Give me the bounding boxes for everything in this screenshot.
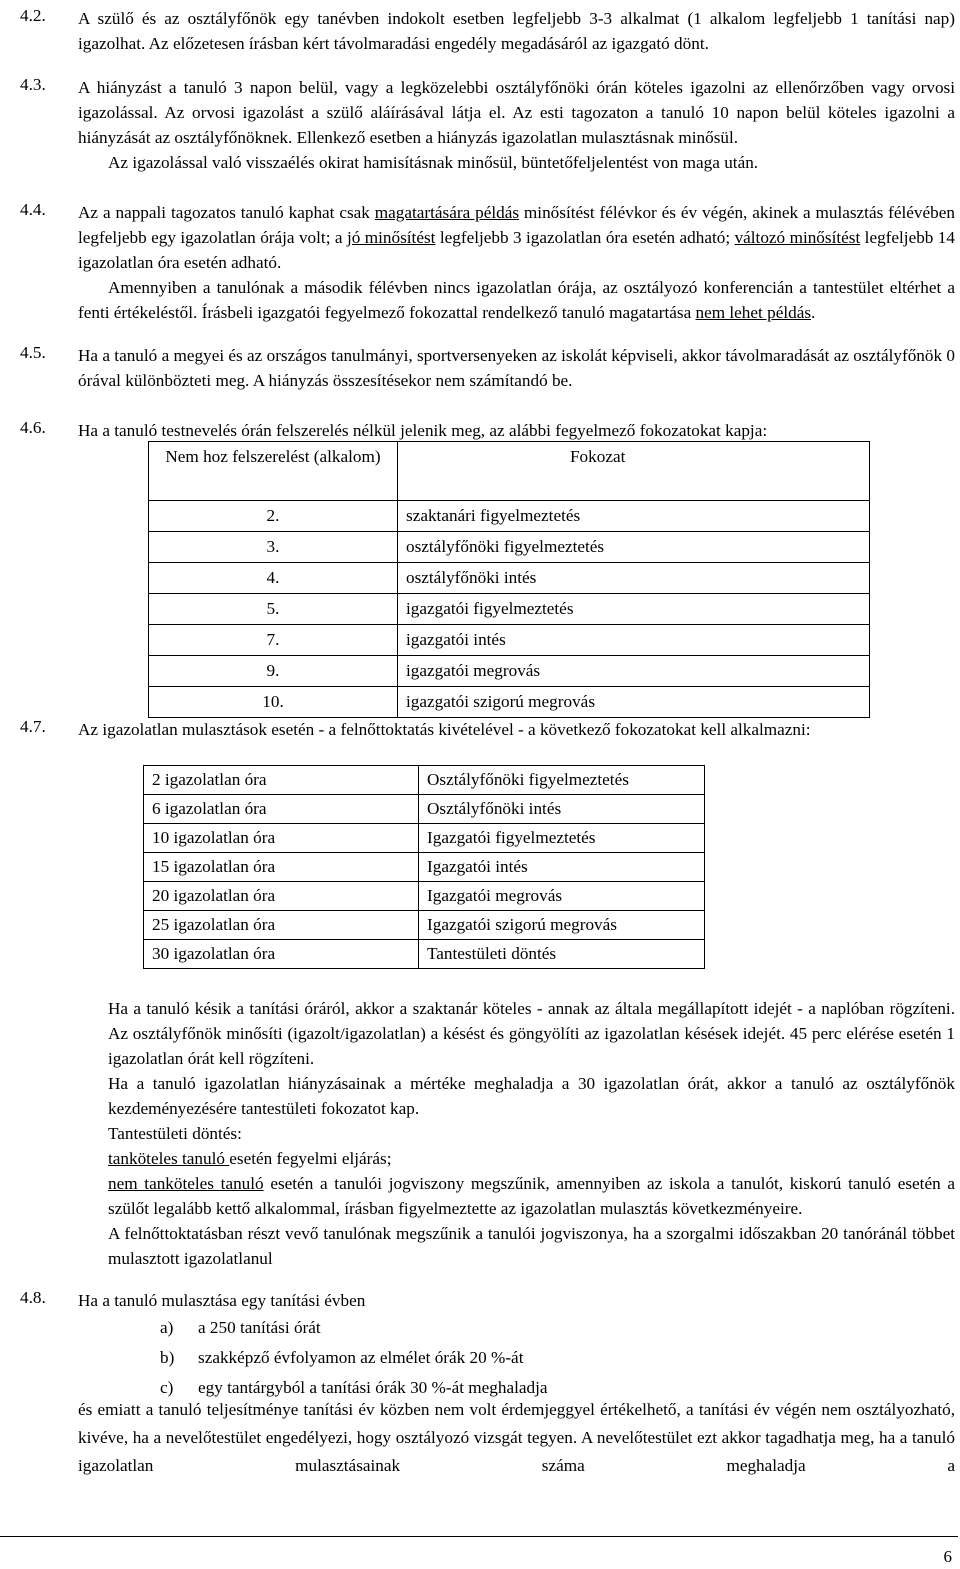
section-number: 4.4. <box>20 200 46 219</box>
table-row <box>144 882 705 911</box>
table-cell: Igazgatói figyelmeztetés <box>419 824 705 853</box>
over-30-text: Ha a tanuló igazolatlan hiányzásainak a mértéke meghaladja a 30 igazolatlan órát, akkor a tanuló az osztályfőnök kezdeményezésére tantestületi fokozatot kap. <box>108 1074 955 1118</box>
underlined-phrase: tanköteles tanuló <box>108 1149 230 1168</box>
table-header-cell: Nem hoz felszerelést (alkalom) <box>149 442 398 501</box>
unexcused-absence-table <box>143 765 705 969</box>
section-4-6 <box>20 418 955 443</box>
table-cell: 10 igazolatlan óra <box>144 824 419 853</box>
list-item: c) egy tantárgyból a tanítási órák 30 %-át meghaladja <box>160 1378 548 1397</box>
section-4-8 <box>20 1288 955 1313</box>
table-cell: igazgatói megrovás <box>398 656 870 687</box>
table-cell: 20 igazolatlan óra <box>144 882 419 911</box>
table-cell: 10. <box>149 687 398 718</box>
section-4-2 <box>20 6 955 56</box>
adult-education-text: A felnőttoktatásban részt vevő tanulónak megszűnik a tanulói jogviszonya, ha a szorgalmi időszakban 20 tanóránál többet mulasztott igazolatlanul <box>108 1224 955 1268</box>
footer-divider <box>0 1536 958 1537</box>
table-cell: 3. <box>149 532 398 563</box>
table-cell: 7. <box>149 625 398 656</box>
table-row <box>144 940 705 969</box>
section-number: 4.7. <box>20 717 46 736</box>
underlined-phrase: jó minősítést <box>346 228 436 247</box>
decision-item: tanköteles tanuló esetén fegyelmi eljárás; <box>108 1149 392 1168</box>
section-4-3 <box>20 75 955 175</box>
table-cell: 15 igazolatlan óra <box>144 853 419 882</box>
late-arrival-text: Ha a tanuló késik a tanítási óráról, akkor a szaktanár köteles - annak az általa megállapított idejét - a naplóban rögzíteni. Az osztályfőnök minősíti (igazolt/igazolatlan) a késést és göngyölíti az igazolatlan késések idejét. 45 perc elérése esetén 1 igazolatlan órát kell rögzíteni. <box>108 999 955 1068</box>
table-cell: 5. <box>149 594 398 625</box>
section-number: 4.3. <box>20 75 46 94</box>
section-number: 4.5. <box>20 343 46 362</box>
section-text: A hiányzást a tanuló 3 napon belül, vagy a legközelebbi osztályfőnöki órán köteles igazolni az ellenőrzőben vagy orvosi igazolással. Az orvosi igazolást a szülő aláírásával látja el. Az esti tagozaton a tanuló 10 napon belül köteles igazolni a hiányzását az osztályfőnöknek. Ellenkező esetben a hiányzás igazolatlan mulasztásnak minősül. <box>78 78 955 147</box>
table-cell: Osztályfőnöki figyelmeztetés <box>419 766 705 795</box>
table-row <box>144 766 705 795</box>
list-item: b) szakképző évfolyamon az elmélet órák 20 %-át <box>160 1348 524 1367</box>
table-row <box>144 853 705 882</box>
section-text: Ha a tanuló testnevelés órán felszerelés nélkül jelenik meg, az alábbi fegyelmező fokozatokat kapja: <box>78 421 768 440</box>
section-4-5 <box>20 343 955 393</box>
table-cell: osztályfőnöki intés <box>398 563 870 594</box>
section-text: Amennyiben a tanulónak a második félévben nincs igazolatlan órája, az osztályozó konferencián a tantestület eltérhet a fenti értékeléstől. Írásbeli igazgatói fegyelmező fokozattal rendelkező tanuló magatartása nem lehet példás. <box>78 278 955 322</box>
table-cell: 25 igazolatlan óra <box>144 911 419 940</box>
table-cell: Tantestületi döntés <box>419 940 705 969</box>
section-4-8-tail <box>78 1396 955 1480</box>
section-text: Az igazolással való visszaélés okirat hamisításnak minősül, büntetőfeljelentést von maga után. <box>108 153 759 172</box>
table-header-row <box>149 442 870 501</box>
table-cell: 2 igazolatlan óra <box>144 766 419 795</box>
table-row <box>149 501 870 532</box>
table-row <box>144 824 705 853</box>
table-row <box>149 625 870 656</box>
section-text: Ha a tanuló mulasztása egy tanítási évben <box>78 1291 366 1310</box>
table-cell: szaktanári figyelmeztetés <box>398 501 870 532</box>
table-row <box>144 911 705 940</box>
underlined-phrase: nem tanköteles tanuló <box>108 1174 264 1193</box>
table-cell: Igazgatói intés <box>419 853 705 882</box>
section-number: 4.8. <box>20 1288 46 1307</box>
section-4-4 <box>20 200 955 325</box>
table-cell: 4. <box>149 563 398 594</box>
section-4-7-notes <box>108 996 955 1271</box>
section-text: Ha a tanuló a megyei és az országos tanulmányi, sportversenyeken az iskolát képviseli, akkor távolmaradását az osztályfőnök 0 órával különbözteti meg. A hiányzás összesítésekor nem számítandó be. <box>78 346 955 390</box>
table-row <box>149 687 870 718</box>
section-number: 4.2. <box>20 6 46 25</box>
underlined-phrase: magatartására példás <box>374 203 520 222</box>
page-number: 6 <box>943 1547 952 1566</box>
table-row <box>149 532 870 563</box>
table-cell: 6 igazolatlan óra <box>144 795 419 824</box>
table-cell: Igazgatói megrovás <box>419 882 705 911</box>
table-header-cell: Fokozat <box>398 442 870 501</box>
table-cell: 2. <box>149 501 398 532</box>
table-cell: igazgatói intés <box>398 625 870 656</box>
table-cell: 30 igazolatlan óra <box>144 940 419 969</box>
section-text: A szülő és az osztályfőnök egy tanévben indokolt esetben legfeljebb 3-3 alkalmat (1 alkalom legfeljebb 1 tanítási nap) igazolhat. Az előzetesen írásban kért távolmaradási engedély megadásáról az igazgató dönt. <box>78 9 955 53</box>
table-cell: igazgatói szigorú megrovás <box>398 687 870 718</box>
table-cell: Osztályfőnöki intés <box>419 795 705 824</box>
equipment-penalty-table <box>148 441 870 718</box>
table-cell: igazgatói figyelmeztetés <box>398 594 870 625</box>
section-text: Az a nappali tagozatos tanuló kaphat csak magatartására példás minősítést félévkor és év végén, akinek a mulasztás félévében legfeljebb egy igazolatlan órája volt; a jó minősítést legfeljebb 3 igazolatlan óra esetén adható; változó minősítést legfeljebb 14 igazolatlan óra esetén adható. <box>78 203 955 272</box>
table-row <box>149 656 870 687</box>
table-cell: osztályfőnöki figyelmeztetés <box>398 532 870 563</box>
decision-item: nem tanköteles tanuló esetén a tanulói jogviszony megszűnik, amennyiben az iskola a tanulót, kiskorú tanuló esetén a szülőt legalább kettő alkalommal, írásban figyelmeztette az igazolatlan mulasztás következményeire. <box>108 1174 955 1218</box>
table-row <box>149 563 870 594</box>
list-item: a) a 250 tanítási órát <box>160 1318 321 1337</box>
table-row <box>149 594 870 625</box>
threshold-list <box>160 1313 548 1403</box>
table-cell: 9. <box>149 656 398 687</box>
section-text: Az igazolatlan mulasztások esetén - a felnőttoktatás kivételével - a következő fokozatokat kell alkalmazni: <box>78 720 811 739</box>
section-number: 4.6. <box>20 418 46 437</box>
table-cell: Igazgatói szigorú megrovás <box>419 911 705 940</box>
section-4-7 <box>20 717 955 742</box>
decision-label: Tantestületi döntés: <box>108 1124 242 1143</box>
underlined-phrase: nem lehet példás <box>695 303 812 322</box>
table-row <box>144 795 705 824</box>
underlined-phrase: változó minősítést <box>734 228 861 247</box>
section-text: és emiatt a tanuló teljesítménye tanítási év közben nem volt érdemjeggyel értékelhető, a tanítási év végén nem osztályozható, kivéve, ha a nevelőtestület engedélyezi, hogy osztályozó vizsgát tegyen. A nevelőtestület ezt akkor tagadhatja meg, ha a tanuló igazolatlan mulasztásainak száma meghaladja a <box>78 1400 955 1475</box>
